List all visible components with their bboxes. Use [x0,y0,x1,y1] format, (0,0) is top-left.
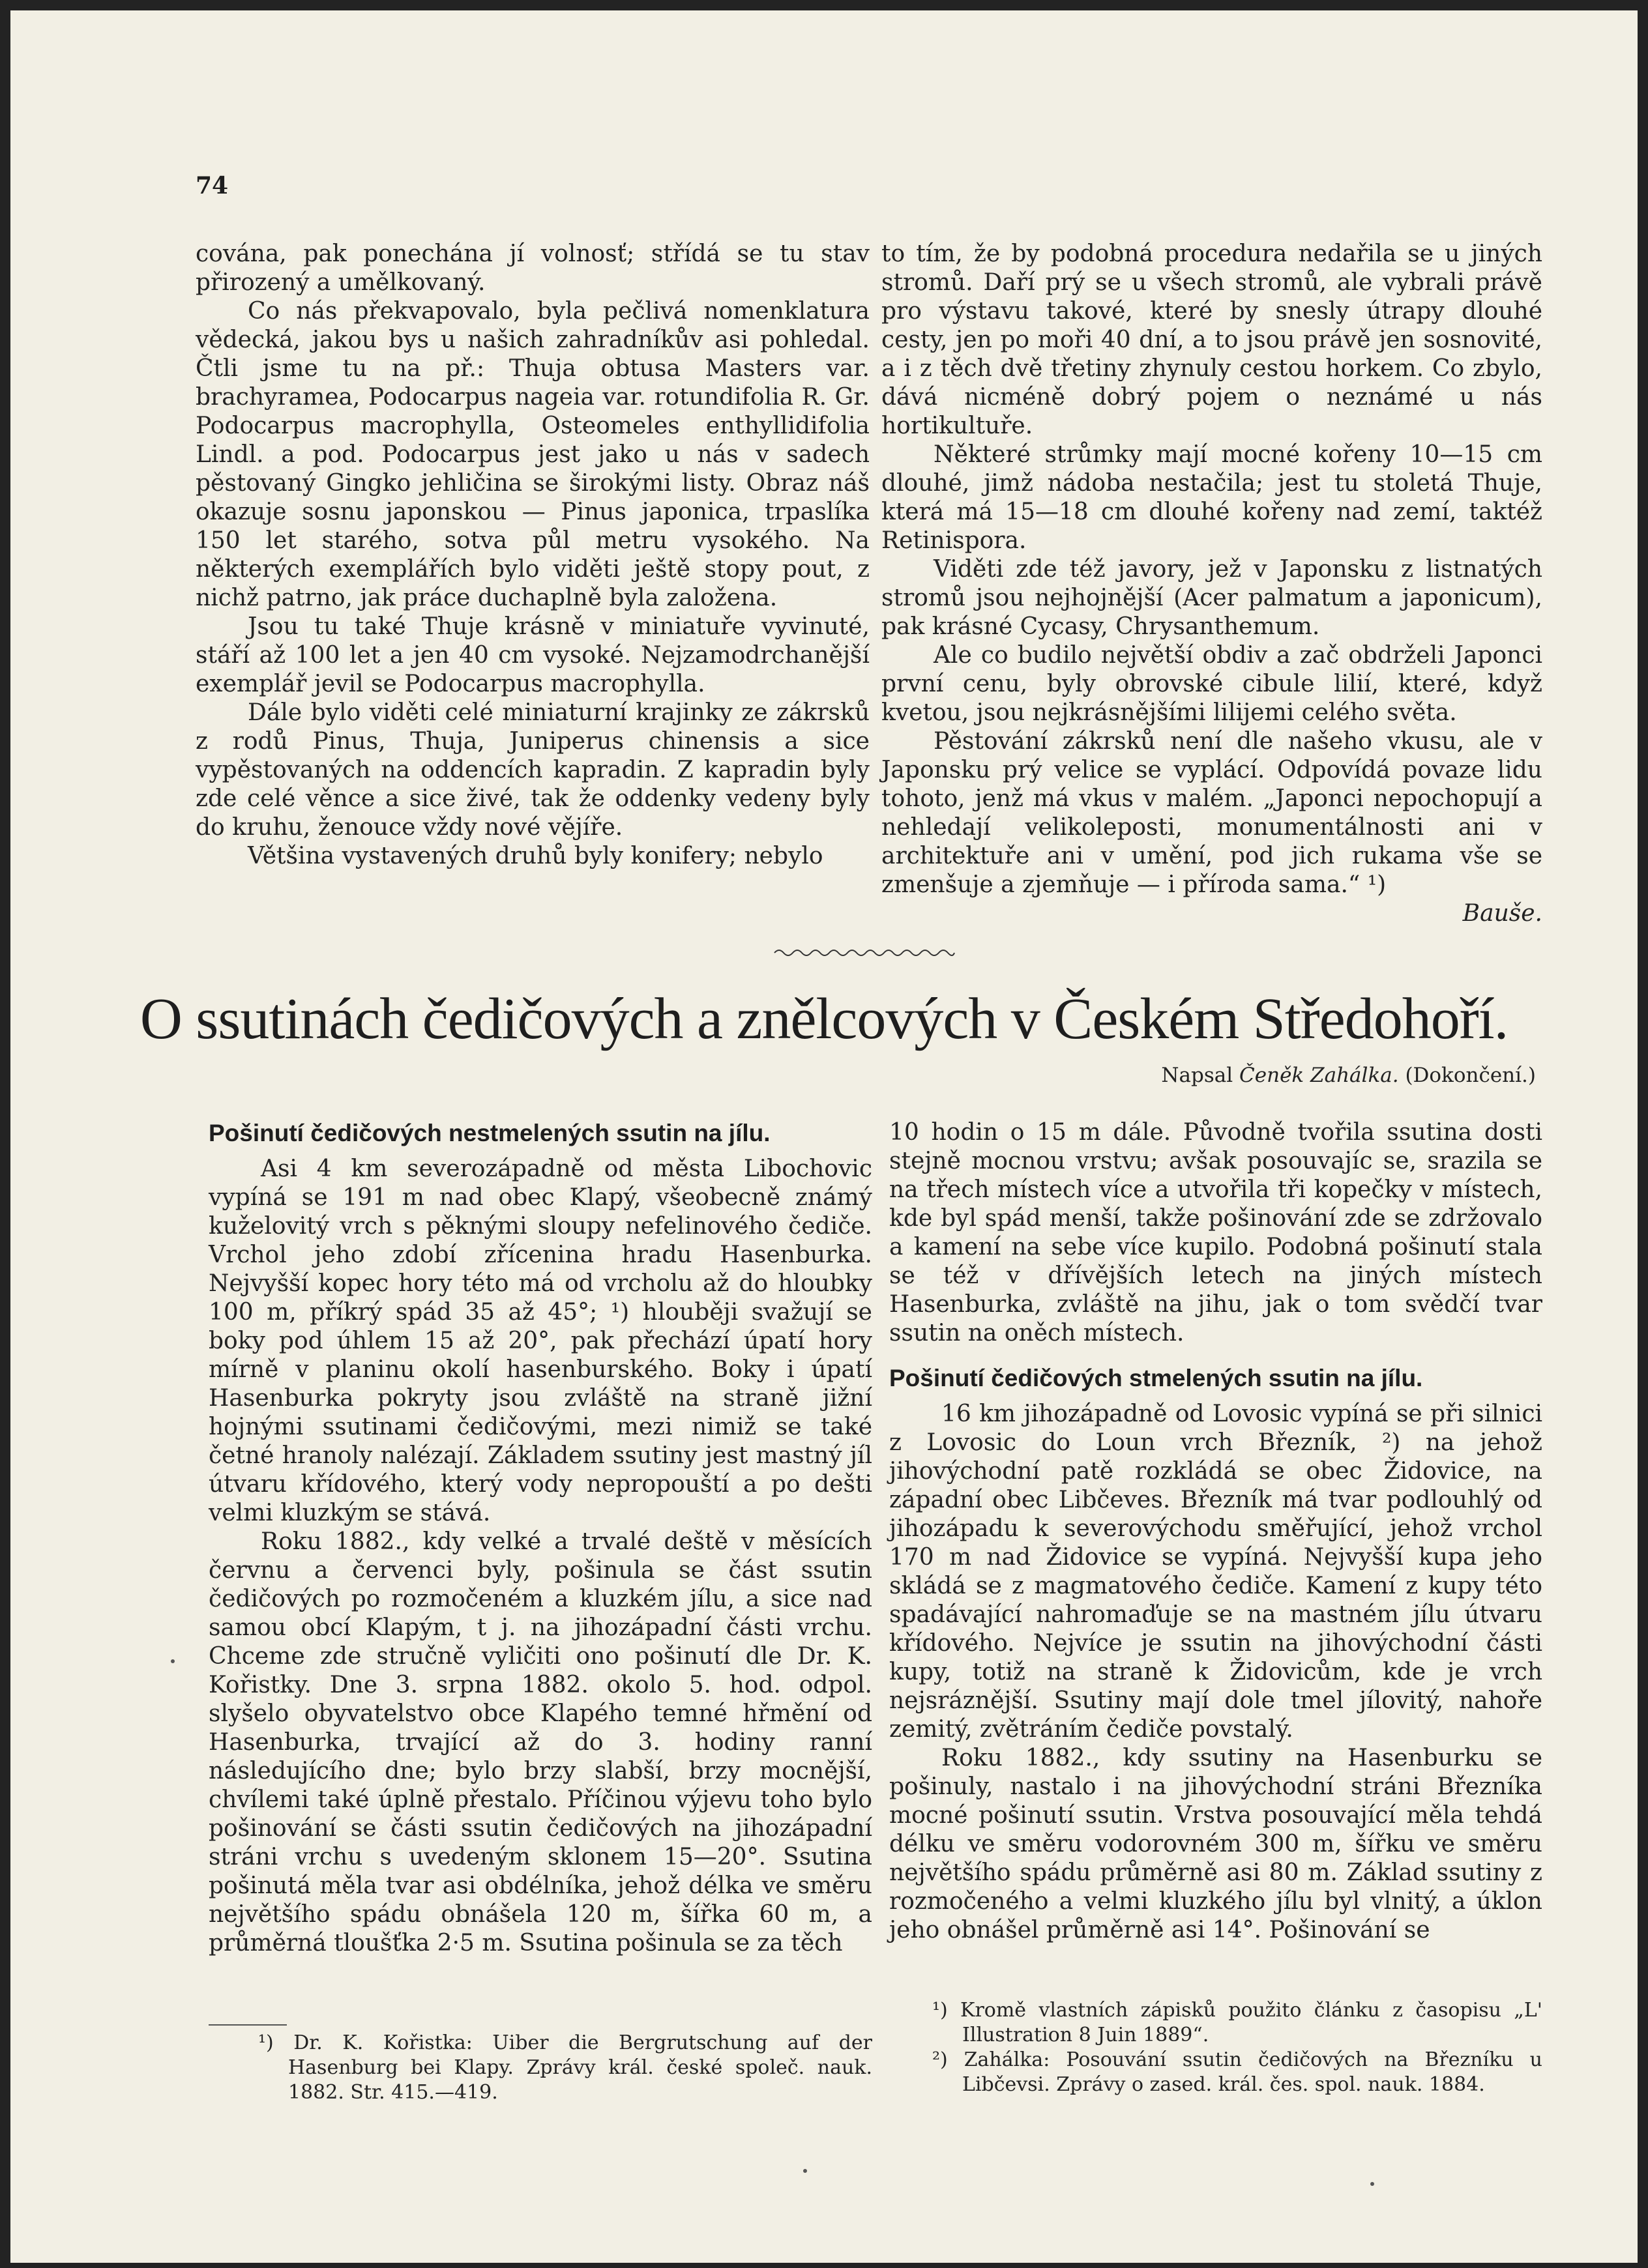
byline-suffix: (Dokončení.) [1405,1064,1536,1087]
paper-speck [1370,2182,1374,2186]
footnote: ¹) Dr. K. Kořistka: Uiber die Bergrutschung auf der Hasenburg bei Klapy. Zprávy král. české společ. nauk. 1882. Str. 415.—419. [258,2031,872,2104]
footnote: ¹) Kromě vlastních zápisků použito článku z časopisu „L' Illustration 8 Juin 1889“. [932,1999,1542,2046]
article-title: O ssutinách čedičových a znělcových v Českém Středohoří. [140,987,1508,1051]
book-page [10,10,1638,2263]
paragraph: Ale co budilo největší obdiv a zač obdrželi Japonci první cenu, byly obrovské cibule lilií, které, když kvetou, jsou nejkrásnějšími lilijemi celého světa. [881,642,1542,726]
paragraph: Roku 1882., kdy ssutiny na Hasenburku se pošinuly, nastalo i na jihovýchodní stráni Březníka mocné pošinutí ssutin. Vrstva posouvající měla tehdá délku ve směru vodorovném 300 m, šířku ve směru největšího spádu průměrně asi 80 m. Základ ssutiny z rozmočeného a velmi kluzkého jílu byl vlnitý, a úklon jeho obnášel průměrně asi 14°. Pošinování se [889,1745,1542,1943]
footnote-rule [209,2024,287,2026]
paragraph: 10 hodin o 15 m dále. Původně tvořila ssutina dosti stejně mocnou vrstvu; avšak posouvajíc se, srazila se na třech místech více a utvořila tři kopečky v místech, kde byl spád menší, takže pošinování zde se zdržovalo a kamení na sebe více kupilo. Podobná pošinutí stala se též v dřívějších letech na jiných místech Hasenburka, zvláště na jihu, jak o tom svědčí tvar ssutin na oněch místech. [889,1119,1542,1346]
signature: Bauše. [1462,900,1542,927]
bottom-left-column [209,1118,872,1958]
paragraph: cována, pak ponechána jí volnosť; střídá se tu stav přirozený a umělkovaný. [196,240,870,296]
paragraph: to tím, že by podobná procedura nedařila se u jiných stromů. Daří prý se u všech stromů, ale vybrali právě pro výstavu takové, které by snesly útrapy dlouhé cesty, jen po moři 40 dní, a to jsou právě jen sosnovité, a i z těch dvě třetiny zhynuly cestou horkem. Co zbylo, dává nicméně dobrý pojem o neznámé u nás hortikultuře. [881,240,1542,439]
paragraph: Pěstování zákrsků není dle našeho vkusu, ale v Japonsku prý velice se vyplácí. Odpovídá povaze lidu tohoto, jenž má vkus v malém. „Japonci nepochopují a nehledají velikoleposti, monumentálnosti ani v architektuře ani v umění, pod jich rukama vše se zmenšuje a zjemňuje — i příroda sama.“ ¹) [881,728,1542,898]
paper-speck [803,2169,807,2173]
paragraph: Většina vystavených druhů byly konifery; nebylo [248,843,823,869]
paper-speck [171,1659,175,1663]
footnotes-left [258,2031,872,2105]
bottom-right-column [889,1118,1542,1945]
paragraph: Roku 1882., kdy velké a trvalé deště v měsících červnu a červenci byly, pošinula se část ssutin čedičových po rozmočeném a kluzkém jílu, a sice nad samou obcí Klapým, t j. na jihozápadní části vrchu. Chceme zde stručně vyličiti ono pošinutí dle Dr. K. Kořistky. Dne 3. srpna 1882. okolo 5. hod. odpol. slyšelo obyvatelstvo obce Klapého temné hřmění od Hasenburka, trvající až do 3. hodiny ranní následujícího dne; bylo brzy slabší, brzy mocnější, chvílemi také úplně přestalo. Příčinou výjevu toho bylo pošinování se části ssutin čedičových na jihozápadní stráni vrchu s uvedeným sklonem 15—20°. Ssutina pošinutá měla tvar asi obdélníka, jehož délka ve směru největšího spádu obnášela 120 m, šířka 60 m, a průměrná tloušťka 2·5 m. Ssutina pošinula se za těch [209,1528,872,1956]
paragraph: Dále bylo viděti celé miniaturní krajinky ze zákrsků z rodů Pinus, Thuja, Juniperus chinensis a sice vypěstovaných na oddencích kapradin. Z kapradin byly zde celé věnce a sice živé, tak že oddenky vedeny byly do kruhu, ženouce vždy nové vějíře. [196,699,870,841]
article-byline [675,1062,1536,1088]
author-name: Čeněk Zahálka. [1239,1064,1399,1087]
footnote: ²) Zahálka: Posouvání ssutin čedičových na Březníku u Libčevsi. Zprávy o zased. král. čes. spol. nauk. 1884. [932,2048,1542,2096]
page-number: 74 [196,172,229,199]
top-right-column [881,240,1542,928]
section-heading: Pošinutí čedičových stmelených ssutin na jílu. [889,1365,1423,1391]
paragraph: Co nás překvapovalo, byla pečlivá nomenklatura vědecká, jakou bys u našich zahradníkův asi pohledal. Čtli jsme tu na př.: Thuja obtusa Masters var. brachyramea, Podocarpus nageia var. rotundifolia R. Gr. Podocarpus macrophylla, Osteomeles enthyllidifolia Lindl. a pod. Podocarpus jest jako u nás v sadech pěstovaný Gingko jehličina se širokými listy. Obraz náš okazuje sosnu japonskou — Pinus japonica, trpaslíka 150 let starého, sotva půl metru vysokého. Na některých exemplářích bylo viděti ještě stopy pout, z nichž patrno, jak práce duchaplně byla založena. [196,298,870,611]
footnotes-right [932,1998,1542,2097]
section-heading: Pošinutí čedičových nestmelených ssutin na jílu. [209,1120,771,1146]
paragraph: 16 km jihozápadně od Lovosic vypíná se při silnici z Lovosic do Loun vrch Březník, ²) na jehož jihovýchodní patě rozkládá se obec Židovice, na západní obec Libčeves. Březník má tvar podlouhlý od jihozápadu k severovýchodu směřující, jehož vrchol 170 m nad Židovice se vypíná. Nejvyšší kupa jeho skládá se z magmatového čediče. Kamení z kupy této spadávající nahromaďuje se na mastném jílu útvaru křídového. Nejvíce je ssutin na jihovýchodní části kupy, totiž na straně k Židovicům, kde je vrch nejsráznější. Ssutiny mají dole tmel jílovitý, nahoře zemitý, zvětráním čediče povstalý. [889,1401,1542,1743]
top-left-column [196,240,870,871]
paragraph: Jsou tu také Thuje krásně v miniatuře vyvinuté, stáří až 100 let a jen 40 cm vysoké. Nejzamodrchanější exemplář jevil se Podocarpus macrophylla. [196,613,870,697]
byline-prefix: Napsal [1161,1064,1233,1087]
section-divider-ornament [773,945,956,961]
paragraph: Některé strůmky mají mocné kořeny 10—15 cm dlouhé, jimž nádoba nestačila; jest tu stoletá Thuje, která má 15—18 cm dlouhé kořeny nad zemí, taktéž Retinispora. [881,441,1542,554]
paragraph: Viděti zde též javory, jež v Japonsku z listnatých stromů jsou nejhojnější (Acer palmatum a japonicum), pak krásné Cycasy, Chrysanthemum. [881,556,1542,640]
paragraph: Asi 4 km severozápadně od města Libochovic vypíná se 191 m nad obec Klapý, všeobecně známý kuželovitý vrch s pěknými sloupy nefelinového čediče. Vrchol jeho zdobí zřícenina hradu Hasenburka. Nejvyšší kopec hory této má od vrcholu až do hloubky 100 m, příkrý spád 35 až 45°; ¹) hlouběji svažují se boky pod úhlem 15 až 20°, pak přechází úpatí hory mírně v planinu okolí hasenburského. Boky i úpatí Hasenburka pokryty jsou zvláště na straně jižní hojnými ssutinami čedičovými, mezi nimiž se také četné hranoly nalézají. Základem ssutiny jest mastný jíl útvaru křídového, který vody nepropouští a po dešti velmi kluzkým se stává. [209,1156,872,1526]
